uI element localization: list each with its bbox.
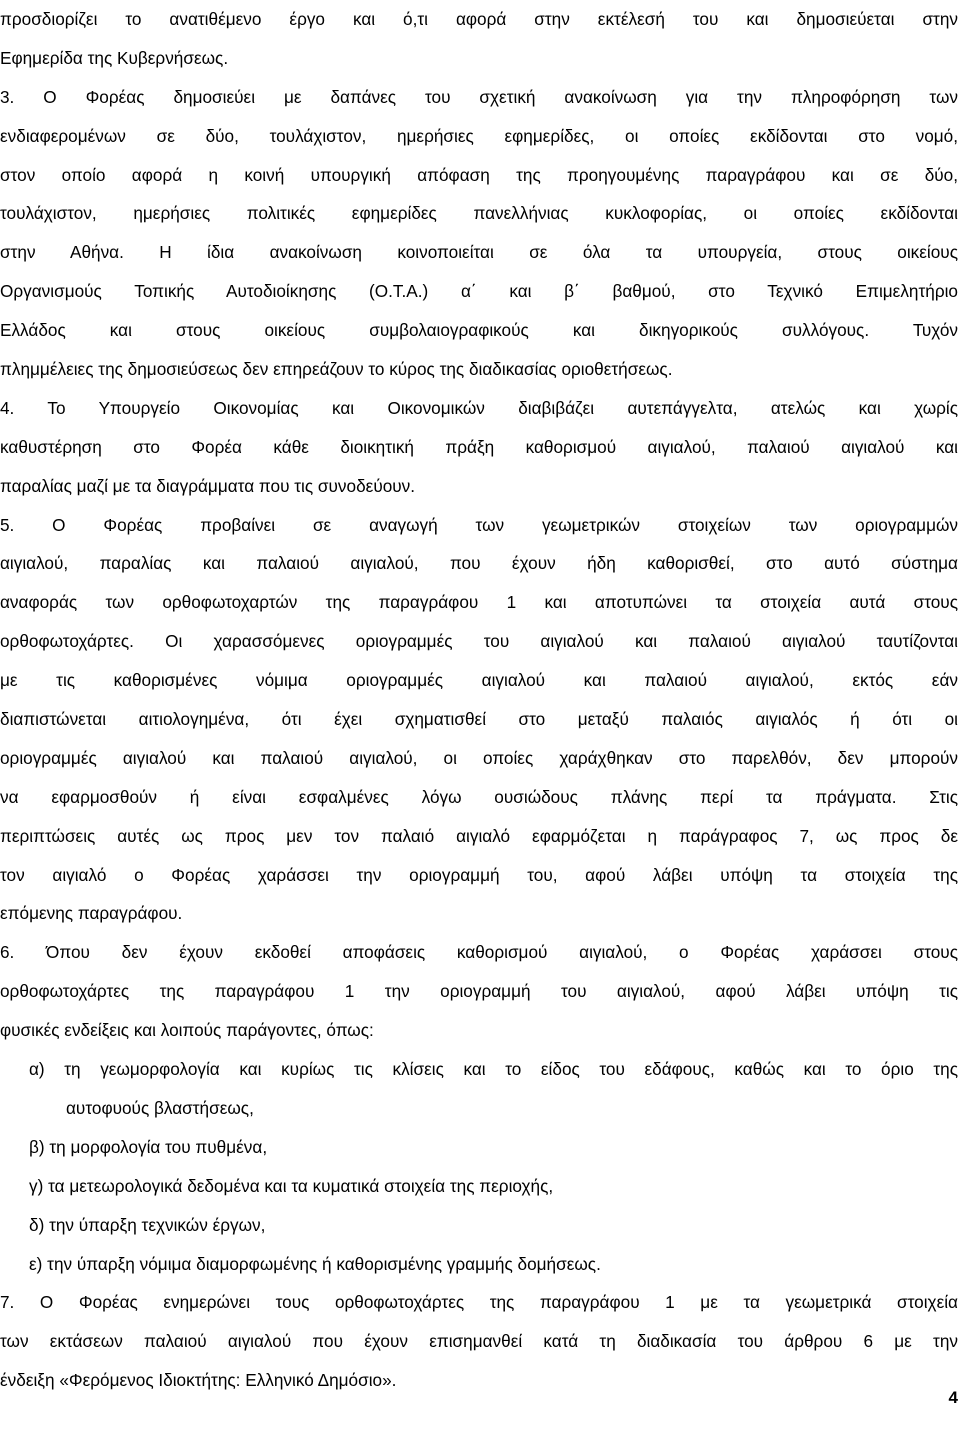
- list-item-line: ε) την ύπαρξη νόμιμα διαμορφωμένης ή καθορισμένης γραμμής δομήσεως.: [29, 1253, 601, 1274]
- text-line: διαπιστώνεται αιτιολογημένα, ότι έχει σχηματισθεί στο μεταξύ παλαιός αιγιαλός ή ότι οι: [0, 709, 958, 730]
- text-line: Εφημερίδα της Κυβερνήσεως.: [0, 47, 229, 68]
- text-line: των εκτάσεων παλαιού αιγιαλού που έχουν επισημανθεί κατά τη διαδικασία του άρθρου 6 με την: [0, 1331, 958, 1352]
- text-line: 3. Ο Φορέας δημοσιεύει με δαπάνες του σχετική ανακοίνωση για την πληροφόρηση των: [0, 86, 958, 107]
- text-line: 4. Το Υπουργείο Οικονομίας και Οικονομικών διαβιβάζει αυτεπάγγελτα, ατελώς και χωρίς: [0, 397, 958, 418]
- text-line: με τις καθορισμένες νόμιμα οριογραμμές αιγιαλού και παλαιού αιγιαλού, εκτός εάν: [0, 670, 958, 691]
- text-line: 6. Όπου δεν έχουν εκδοθεί αποφάσεις καθορισμού αιγιαλού, ο Φορέας χαράσσει στους: [0, 942, 958, 963]
- text-line: ενδιαφερομένων σε δύο, τουλάχιστον, ημερήσιες εφημερίδες, οι οποίες εκδίδονται στο νομό,: [0, 125, 958, 146]
- text-line: να εφαρμοσθούν ή είναι εσφαλμένες λόγω ουσιώδους πλάνης περί τα πράγματα. Στις: [0, 786, 958, 807]
- text-line: φυσικές ενδείξεις και λοιπούς παράγοντες, όπως:: [0, 1020, 374, 1041]
- text-line: αναφοράς των ορθοφωτοχαρτών της παραγράφου 1 και αποτυπώνει τα στοιχεία αυτά στους: [0, 592, 958, 613]
- text-line: περιπτώσεις αυτές ως προς μεν τον παλαιό αιγιαλό εφαρμόζεται η παράγραφος 7, ως προς δε: [0, 825, 958, 846]
- text-line: οριογραμμές αιγιαλού και παλαιού αιγιαλού, οι οποίες χαράχθηκαν στο παρελθόν, δεν μπορούν: [0, 747, 958, 768]
- text-line: 7. Ο Φορέας ενημερώνει τους ορθοφωτοχάρτες της παραγράφου 1 με τα γεωμετρικά στοιχεία: [0, 1292, 958, 1313]
- page-number: 4: [948, 1388, 958, 1407]
- list-item-line: αυτοφυούς βλαστήσεως,: [66, 1097, 254, 1118]
- text-line: επόμενης παραγράφου.: [0, 903, 183, 924]
- text-line: παραλίας μαζί με τα διαγράμματα που τις συνοδεύουν.: [0, 475, 416, 496]
- text-line: 5. Ο Φορέας προβαίνει σε αναγωγή των γεωμετρικών στοιχείων των οριογραμμών: [0, 514, 958, 535]
- text-line: ορθοφωτοχάρτες της παραγράφου 1 την οριογραμμή του αιγιαλού, αφού λάβει υπόψη τις: [0, 981, 958, 1002]
- text-line: ορθοφωτοχάρτες. Οι χαρασσόμενες οριογραμμές του αιγιαλού και παλαιού αιγιαλού ταυτίζονται: [0, 631, 958, 652]
- text-line: τον αιγιαλό ο Φορέας χαράσσει την οριογραμμή του, αφού λάβει υπόψη τα στοιχεία της: [0, 864, 958, 885]
- text-line: ένδειξη «Φερόμενος Ιδιοκτήτης: Ελληνικό Δημόσιο».: [0, 1370, 397, 1391]
- text-line: Οργανισμούς Τοπικής Αυτοδιοίκησης (Ο.Τ.Α.) α΄ και β΄ βαθμού, στο Τεχνικό Επιμελητήριο: [0, 281, 958, 302]
- text-line: στον οποίο αφορά η κοινή υπουργική απόφαση της προηγουμένης παραγράφου και σε δύο,: [0, 164, 958, 185]
- text-line: πλημμέλειες της δημοσιεύσεως δεν επηρεάζουν το κύρος της διαδικασίας οριοθετήσεως.: [0, 359, 673, 380]
- text-line: αιγιαλού, παραλίας και παλαιού αιγιαλού, που έχουν ήδη καθορισθεί, στο αυτό σύστημα: [0, 553, 958, 574]
- text-line: Ελλάδος και στους οικείους συμβολαιογραφικούς και δικηγορικούς συλλόγους. Τυχόν: [0, 320, 958, 341]
- list-item-line: δ) την ύπαρξη τεχνικών έργων,: [29, 1214, 266, 1235]
- list-item-line: γ) τα μετεωρολογικά δεδομένα και τα κυματικά στοιχεία της περιοχής,: [29, 1175, 554, 1196]
- text-line: στην Αθήνα. Η ίδια ανακοίνωση κοινοποιείται σε όλα τα υπουργεία, στους οικείους: [0, 242, 958, 263]
- text-line: προσδιορίζει το ανατιθέμενο έργο και ό,τι αφορά στην εκτέλεσή του και δημοσιεύεται στην: [0, 9, 958, 29]
- list-item-line: α) τη γεωμορφολογία και κυρίως τις κλίσεις και το είδος του εδάφους, καθώς και το όριο της: [29, 1059, 958, 1080]
- text-line: τουλάχιστον, ημερήσιες πολιτικές εφημερίδες πανελλήνιας κυκλοφορίας, οι οποίες εκδίδονται: [0, 203, 958, 224]
- text-line: καθυστέρηση στο Φορέα κάθε διοικητική πράξη καθορισμού αιγιαλού, παλαιού αιγιαλού και: [0, 436, 958, 457]
- list-item-line: β) τη μορφολογία του πυθμένα,: [29, 1136, 268, 1157]
